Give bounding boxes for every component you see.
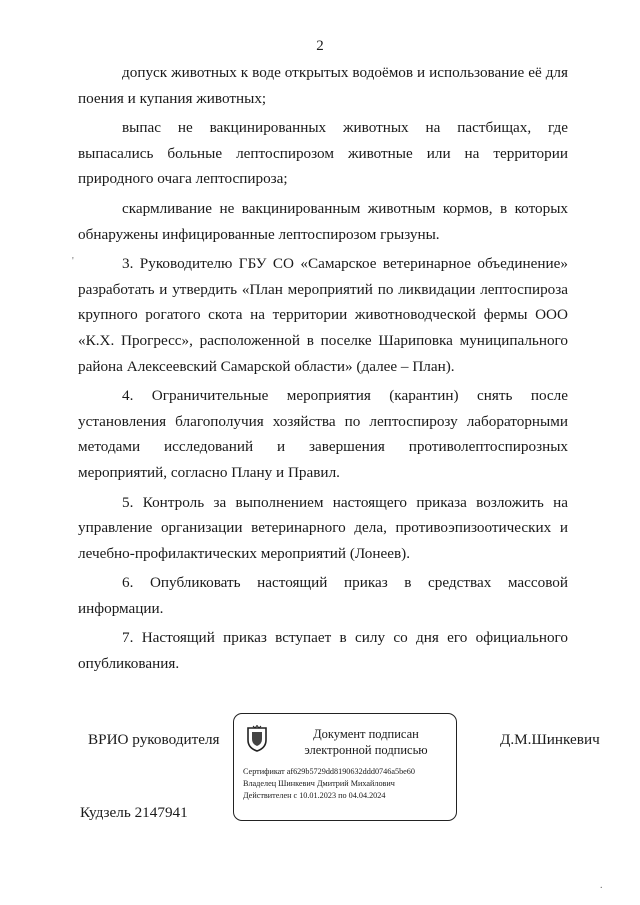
stamp-heading — [282, 726, 450, 758]
stamp-line-1: Документ подписан — [313, 727, 419, 741]
executor-info: Кудзель 2147941 — [80, 804, 188, 821]
paragraph-5: 4. Ограничительные мероприятия (карантин) снять после установления благополучия хозяйства по лептоспирозу лабораторными методами исследований и завершения противолептоспирозных мероприятий, согласно Плану и Правил. — [78, 387, 568, 481]
scan-speck: ' — [72, 256, 74, 267]
paragraph-7: 6. Опубликовать настоящий приказ в средствах массовой информации. — [78, 574, 568, 617]
paragraph-6: 5. Контроль за выполнением настоящего приказа возложить на управление организации ветеринарного дела, противоэпизоотических и лечебно-профилактических мероприятий (Лонеев). — [78, 493, 568, 562]
page-number: 2 — [316, 38, 324, 54]
stamp-owner: Владелец Шинкевич Дмитрий Михайлович — [243, 779, 395, 788]
coat-of-arms-icon — [246, 725, 268, 752]
paragraph-8: 7. Настоящий приказ вступает в силу со дня его официального опубликования. — [78, 629, 568, 673]
stamp-certificate: Сертификат af629b5729dd8190632ddd0746a5be60 — [243, 767, 415, 776]
paragraph-1: допуск животных к воде открытых водоёмов и использование её для поения и купания животных; — [78, 64, 568, 107]
stamp-line-2: электронной подписью — [304, 743, 428, 757]
stamp-validity: Действителен с 10.01.2023 по 04.04.2024 — [243, 791, 386, 800]
scan-speck: . — [600, 880, 603, 891]
document-body — [78, 60, 568, 681]
paragraph-4: 3. Руководителю ГБУ СО «Самарское ветеринарное объединение» разработать и утвердить «План мероприятий по ликвидации лептоспироза крупного рогатого скота на территории животноводческой фермы ООО «К.Х. Прогресс», расположенной в поселке Шариповка муниципального района Алексеевский Самарской области» (далее – План). — [78, 255, 568, 375]
paragraph-2: выпас не вакцинированных животных на пастбищах, где выпасались больные лептоспирозом животные или на территории природного очага лептоспироза; — [78, 119, 568, 188]
electronic-signature-stamp — [233, 713, 457, 821]
signer-position: ВРИО руководителя — [88, 731, 220, 748]
signer-name: Д.М.Шинкевич — [500, 731, 600, 748]
stamp-details — [243, 766, 451, 802]
paragraph-3: скармливание не вакцинированным животным кормов, в которых обнаружены инфицированные лептоспирозом грызуны. — [78, 199, 568, 243]
